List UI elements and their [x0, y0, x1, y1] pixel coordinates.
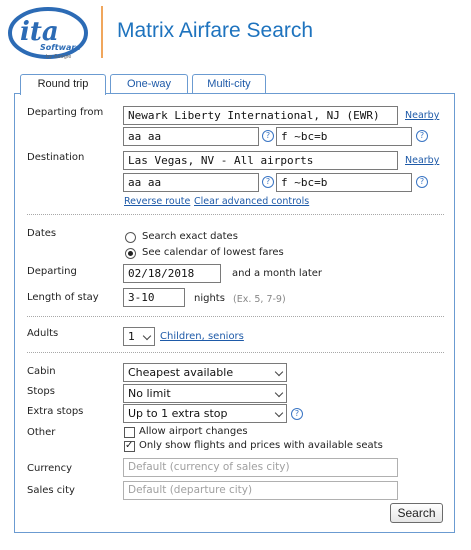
departing-routing-input[interactable]: aa aa — [123, 127, 259, 146]
extra-stops-select[interactable] — [123, 404, 287, 423]
only-available-seats-checkbox[interactable] — [124, 441, 135, 452]
extra-stops-value: Up to 1 extra stop — [128, 407, 228, 420]
sales-city-label: Sales city — [27, 485, 75, 496]
adults-select[interactable] — [123, 327, 155, 346]
chevron-down-icon — [143, 332, 151, 340]
calendar-lowest-fares-radio[interactable] — [125, 248, 136, 259]
section-divider — [27, 352, 444, 353]
sales-city-input[interactable]: Default (departure city) — [123, 481, 398, 500]
extra-stops-label: Extra stops — [27, 406, 84, 417]
chevron-down-icon — [275, 409, 283, 417]
help-icon[interactable]: ? — [416, 176, 428, 188]
length-of-stay-hint: (Ex. 5, 7-9) — [233, 294, 286, 305]
tab-multi-city[interactable]: Multi-city — [192, 74, 266, 94]
help-icon[interactable]: ? — [262, 130, 274, 142]
tab-one-way[interactable]: One-way — [110, 74, 188, 94]
destination-nearby-link[interactable]: Nearby — [405, 155, 440, 166]
section-divider — [27, 214, 444, 215]
svg-text:ita: ita — [20, 17, 59, 47]
ita-software-logo — [6, 4, 96, 62]
help-icon[interactable]: ? — [262, 176, 274, 188]
departing-nearby-link[interactable]: Nearby — [405, 110, 440, 121]
svg-text:Software: Software — [40, 43, 81, 52]
departing-from-input[interactable]: Newark Liberty International, NJ (EWR) — [123, 106, 398, 125]
chevron-down-icon — [275, 389, 283, 397]
departing-range-text: and a month later — [232, 268, 323, 279]
stops-value: No limit — [128, 387, 171, 400]
currency-input[interactable]: Default (currency of sales city) — [123, 458, 398, 477]
departing-date-input[interactable]: 02/18/2018 — [123, 264, 221, 283]
destination-input[interactable]: Las Vegas, NV - All airports — [123, 151, 398, 170]
only-available-seats-label: Only show flights and prices with available seats — [139, 440, 383, 451]
cabin-label: Cabin — [27, 366, 56, 377]
section-divider — [27, 316, 444, 317]
chevron-down-icon — [275, 368, 283, 376]
reverse-route-link[interactable]: Reverse route — [124, 196, 191, 207]
cabin-value: Cheapest available — [128, 366, 234, 379]
departing-extension-input[interactable]: f ~bc=b — [276, 127, 412, 146]
help-icon[interactable]: ? — [291, 408, 303, 420]
calendar-lowest-fares-label: See calendar of lowest fares — [142, 247, 284, 258]
dates-label: Dates — [27, 228, 57, 239]
search-button[interactable]: Search — [390, 503, 443, 523]
stops-select[interactable] — [123, 384, 287, 403]
search-exact-dates-radio[interactable] — [125, 232, 136, 243]
search-exact-dates-label: Search exact dates — [142, 231, 238, 242]
page-title: Matrix Airfare Search — [117, 19, 314, 42]
departing-label: Departing — [27, 266, 77, 277]
tab-round-trip[interactable]: Round trip — [20, 74, 106, 95]
destination-label: Destination — [27, 152, 85, 163]
children-seniors-link[interactable]: Children, seniors — [160, 331, 244, 342]
other-label: Other — [27, 427, 56, 438]
destination-extension-input[interactable]: f ~bc=b — [276, 173, 412, 192]
currency-label: Currency — [27, 463, 73, 474]
svg-text:by Google: by Google — [46, 54, 72, 60]
stops-label: Stops — [27, 386, 55, 397]
adults-value: 1 — [128, 330, 135, 343]
length-of-stay-input[interactable]: 3-10 — [123, 288, 185, 307]
destination-routing-input[interactable]: aa aa — [123, 173, 259, 192]
help-icon[interactable]: ? — [416, 130, 428, 142]
clear-advanced-link[interactable]: Clear advanced controls — [194, 196, 310, 207]
length-of-stay-label: Length of stay — [27, 292, 99, 303]
nights-label: nights — [194, 293, 225, 304]
cabin-select[interactable] — [123, 363, 287, 382]
departing-from-label: Departing from — [27, 107, 104, 118]
header-divider — [101, 6, 103, 58]
allow-airport-changes-checkbox[interactable] — [124, 427, 135, 438]
adults-label: Adults — [27, 328, 59, 339]
allow-airport-changes-label: Allow airport changes — [139, 426, 248, 437]
